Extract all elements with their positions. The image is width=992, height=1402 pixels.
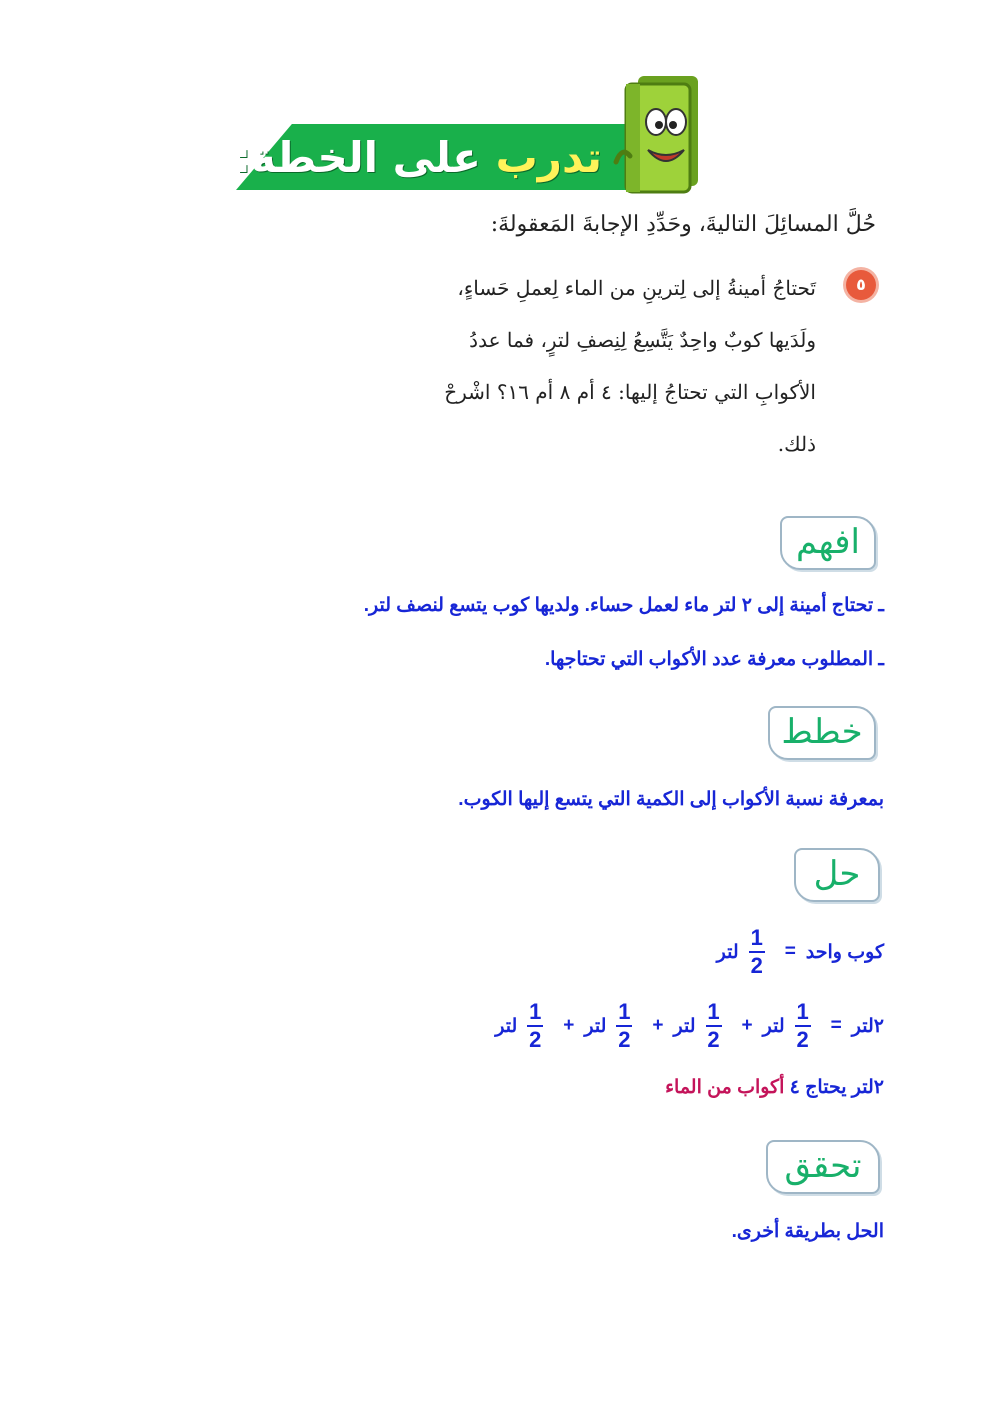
fraction-half [795, 1000, 811, 1052]
fraction-denominator: 2 [750, 953, 763, 978]
solve-answer [665, 1076, 884, 1099]
understand-line-2: ـ المطلوب معرفة عدد الأكواب التي تحتاجها. [544, 649, 884, 670]
fraction-numerator: 1 [529, 999, 542, 1024]
fraction-denominator: 2 [796, 1027, 809, 1052]
fraction-denominator: 2 [618, 1027, 631, 1052]
fraction-denominator: 2 [529, 1027, 542, 1052]
unit-label: لتر [762, 1015, 785, 1037]
equals-sign: = [830, 1015, 842, 1036]
unit-label: لتر [716, 941, 739, 963]
header-title-word-1: تدرب [495, 133, 602, 182]
understand-line-1: ـ تحتاج أمينة إلى ٢ لتر ماء لعمل حساء. ولديها كوب يتسع لنصف لتر. [363, 595, 884, 616]
section-badge-plan: خطط [768, 706, 876, 760]
fraction-numerator: 1 [796, 999, 809, 1024]
equation-two-liters [495, 996, 884, 1056]
problem-text [376, 262, 816, 470]
equation-left-label: كوب واحد [805, 941, 884, 963]
fraction-half [527, 1000, 543, 1052]
problem-line: تَحتاجُ أمينةُ إلى لِترينِ من الماء لِعملِ حَساءٍ، [457, 276, 816, 300]
fraction-half [749, 926, 765, 978]
plus-sign: + [652, 1015, 664, 1036]
check-text: الحل بطريقة أخرى. [731, 1221, 884, 1242]
plus-sign: + [741, 1015, 753, 1036]
book-mascot-icon [608, 70, 712, 198]
section-badge-check: تحقق [766, 1140, 880, 1194]
equation-left-label: ٢لتر [851, 1015, 884, 1037]
answer-part-1: ٢لتر يحتاج ٤ [789, 1077, 884, 1098]
problem-line: الأكوابِ التي تحتاجُ إليها: ٤ أم ٨ أم ١٦؟ اشْرحْ [444, 380, 816, 404]
section-badge-solve: حل [794, 848, 880, 902]
fraction-half [616, 1000, 632, 1052]
fraction-numerator: 1 [618, 999, 631, 1024]
instruction-text: حُلَّ المسائِلَ التاليةَ، وحَدِّدِ الإجابةَ المَعقولةَ: [490, 212, 876, 237]
equals-sign: = [784, 941, 796, 962]
problem-line: ولَدَيها كوبٌ واحِدٌ يَتَّسِعُ لِنِصفِ لترٍ، فما عددُ [469, 328, 816, 352]
answer-part-2: أكواب من الماء [665, 1077, 785, 1098]
fraction-denominator: 2 [707, 1027, 720, 1052]
header-title-word-2: على الخطة: [234, 133, 481, 182]
plan-text: بمعرفة نسبة الأكواب إلى الكمية التي يتسع إليها الكوب. [458, 789, 884, 810]
fraction-half [706, 1000, 722, 1052]
fraction-numerator: 1 [750, 925, 763, 950]
problem-line: ذلك. [777, 432, 816, 456]
problem-number-badge: ٥ [846, 270, 876, 300]
plus-sign: + [563, 1015, 575, 1036]
fraction-numerator: 1 [707, 999, 720, 1024]
unit-label: لتر [673, 1015, 696, 1037]
header-title [234, 128, 602, 188]
unit-label: لتر [495, 1015, 518, 1037]
unit-label: لتر [584, 1015, 607, 1037]
section-badge-understand: افهم [780, 516, 876, 570]
equation-one-cup [717, 924, 884, 980]
